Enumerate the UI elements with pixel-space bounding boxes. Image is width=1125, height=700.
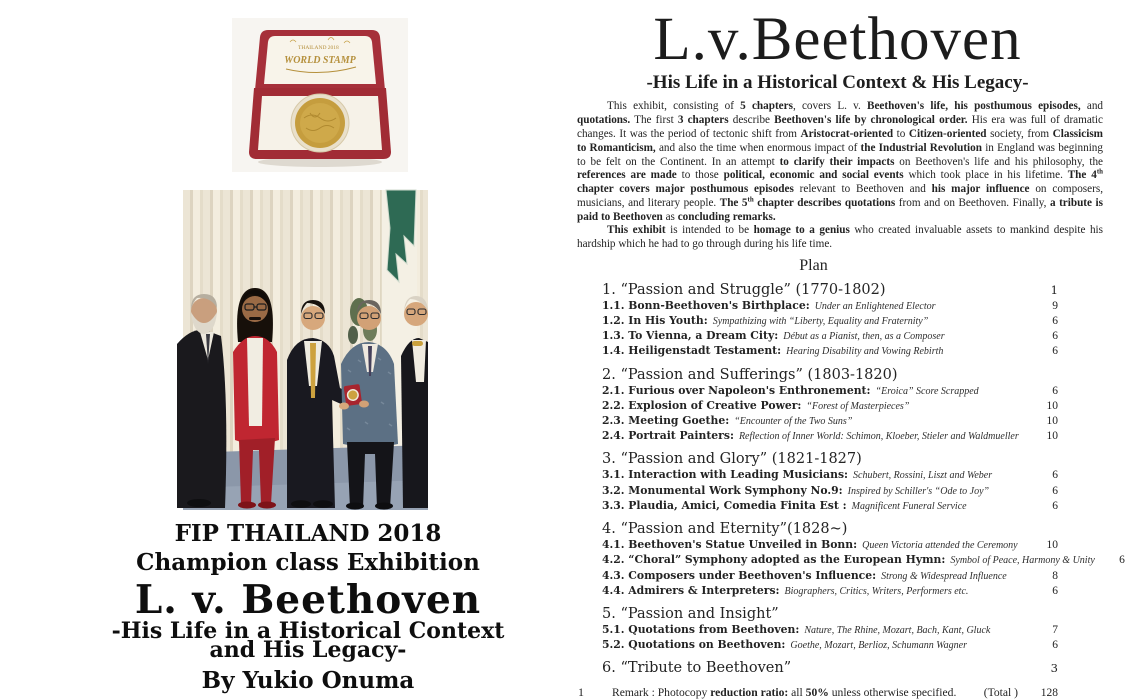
- plan-item-page: 7: [1052, 623, 1058, 636]
- total-label: (Total ): [983, 686, 1018, 700]
- plan-section-title-text: 5. “Passion and Insight”: [602, 605, 779, 622]
- caption-event: FIP THAILAND 2018: [174, 520, 442, 547]
- caption-subtitle-line2: and His Legacy-: [209, 637, 407, 664]
- plan-item-detail: Under an Enlightened Elector: [814, 300, 936, 312]
- plan-item-page: 8: [1052, 569, 1058, 582]
- plan-section-title-text: 3. “Passion and Glory” (1821-1827): [602, 451, 862, 468]
- ceremony-group-photo: [183, 190, 428, 510]
- page-number: 1: [578, 685, 584, 700]
- plan-item-detail: “Eroica” Score Scrapped: [875, 385, 979, 397]
- page-subtitle: -His Life in a Historical Context & His Legacy-: [646, 72, 1029, 94]
- page-title: L.v.Beethoven: [653, 6, 1022, 73]
- plan-item: [602, 468, 1058, 483]
- plan-item-label: 4.1. Beethoven's Statue Unveiled in Bonn:: [602, 538, 858, 552]
- intro-paragraph-1: This exhibit, consisting of 5 chapters, covers L. v. Beethoven's life, his posthumous episodes, and quotations. The first 3 chapters describe Beethoven's life by chronological order. His era was full of dramatic changes. It was the period of tectonic shift from Aristocrat-oriented to Citizen-oriented society, from Classicism to Romanticism, and also the time when enormous impact of the Industrial Revolution in England was beginning to be felt on the Continent. In an attempt to clarify their impacts on Beethoven's life and his philosophy, the references are made to those political, economic and social events which took place in his lifetime. The 4th chapter covers major posthumous episodes relevant to Beethoven and his major influence on composers, musicians, and literary people. The 5th chapter describes quotations from and on Beethoven. Finally, a tribute is paid to Beethoven as concluding remarks.: [577, 100, 1104, 223]
- introduction: [560, 100, 1115, 251]
- plan-item-page: 6: [1052, 345, 1058, 358]
- ceremony-illustration: [183, 190, 428, 510]
- figure-bearded-man: [177, 294, 226, 508]
- plan-item-page: 6: [1119, 554, 1125, 567]
- plan-item-label: 4.4. Admirers & Interpreters:: [602, 583, 780, 597]
- plan-item-page: 10: [1046, 415, 1058, 428]
- plan-section: [602, 282, 1058, 360]
- plan-item: [602, 538, 1058, 553]
- medal-box-lid: [255, 30, 385, 94]
- plan-item-detail: Sympathizing with “Liberty, Equality and Fraternity”: [712, 316, 929, 328]
- plan-item-page: 6: [1052, 499, 1058, 512]
- plan-item-label: 4.2. “Choral” Symphony adopted as the European Hymn:: [602, 553, 946, 567]
- footer-row: [560, 685, 1115, 700]
- document-page: [560, 6, 1125, 700]
- plan-section-title: [602, 451, 1058, 468]
- plan-item-label: 2.4. Portrait Painters:: [602, 429, 734, 443]
- plan-item-label: 4.3. Composers under Beethoven's Influence:: [602, 568, 877, 582]
- plan-list: [602, 281, 1125, 677]
- plan-item-label: 2.2. Explosion of Creative Power:: [602, 398, 802, 412]
- exhibit-caption: [85, 520, 531, 694]
- plan-section-title: [602, 606, 1058, 623]
- plan-section: [602, 367, 1058, 445]
- plan-heading: Plan: [799, 256, 828, 274]
- plan-section-page: 3: [1050, 661, 1058, 676]
- plan-item-detail: Hearing Disability and Vowing Rebirth: [786, 346, 944, 358]
- medal-box-brand-small: THAILAND 2018: [298, 45, 339, 51]
- plan-item: [602, 344, 1058, 359]
- medal-box-photo: [232, 18, 408, 172]
- plan-item-label: 5.2. Quotations on Beethoven:: [602, 638, 786, 652]
- plan-section: [602, 606, 1058, 653]
- plan-item: [602, 299, 1058, 314]
- plan-item-page: 6: [1052, 584, 1058, 597]
- plan-item-page: 9: [1052, 299, 1058, 312]
- plan-item-detail: “Encounter of the Two Suns”: [734, 416, 853, 428]
- plan-item: [602, 414, 1058, 429]
- intro-paragraph-2: This exhibit is intended to be homage to a genius who created invaluable assets to mankind despite his hardship which he had to go through during his life time.: [577, 224, 1104, 251]
- plan-section-title-text: 4. “Passion and Eternity”(1828~): [602, 521, 848, 538]
- plan-item: [602, 314, 1058, 329]
- medal-box-illustration: [232, 18, 408, 172]
- medal-box-brand-main: WORLD STAMP: [284, 55, 356, 66]
- plan-item-detail: Symbol of Peace, Harmony & Unity: [950, 555, 1095, 567]
- medal-box-base: [249, 88, 391, 159]
- plan-item-page: 6: [1052, 330, 1058, 343]
- plan-item: [602, 569, 1058, 584]
- plan-item-detail: Strong & Widespread Influence: [881, 570, 1007, 582]
- plan-item-page: 6: [1052, 484, 1058, 497]
- plan-item-detail: Inspired by Schiller's “Ode to Joy”: [847, 485, 990, 497]
- plan-item: [602, 638, 1058, 653]
- plan-item-detail: Nature, The Rhine, Mozart, Bach, Kant, Gluck: [804, 624, 991, 636]
- plan-item-detail: “Forest of Masterpieces”: [806, 400, 910, 412]
- plan-item-label: 2.3. Meeting Goethe:: [602, 414, 730, 428]
- plan-item: [602, 623, 1058, 638]
- plan-item: [602, 553, 1125, 568]
- plan-item-detail: Queen Victoria attended the Ceremony: [862, 540, 1018, 552]
- plan-item-page: 6: [1052, 639, 1058, 652]
- plan-item-page: 10: [1046, 399, 1058, 412]
- plan-item-page: 6: [1052, 469, 1058, 482]
- plan-section: [602, 521, 1125, 599]
- caption-title: L. v. Beethoven: [134, 576, 482, 623]
- caption-byline: By Yukio Onuma: [201, 666, 415, 694]
- plan-item: [602, 584, 1058, 599]
- total-value: 128: [1040, 687, 1058, 700]
- caption-class: Champion class Exhibition: [136, 548, 480, 576]
- plan-section-page: 1: [1050, 282, 1058, 297]
- plan-item-label: 3.2. Monumental Work Symphony No.9:: [602, 483, 843, 497]
- plan-item-label: 3.1. Interaction with Leading Musicians:: [602, 468, 849, 482]
- plan-item-label: 1.4. Heiligenstadt Testament:: [602, 344, 782, 358]
- plan-item-detail: Reflection of Inner World: Schimon, Kloeber, Stieler and Waldmueller: [738, 431, 1019, 443]
- plan-item-label: 1.1. Bonn-Beethoven's Birthplace:: [602, 298, 810, 312]
- plan-section-title-text: 6. “Tribute to Beethoven”: [602, 660, 792, 677]
- plan-item: [602, 384, 1058, 399]
- plan-section-title: [602, 521, 1058, 538]
- plan-section-title-text: 2. “Passion and Sufferings” (1803-1820): [602, 366, 898, 383]
- plan-item: [602, 429, 1058, 444]
- plan-item-detail: Magnificent Funeral Service: [851, 500, 967, 512]
- gold-medal-icon: [295, 98, 345, 148]
- plan-item-page: 10: [1046, 430, 1058, 443]
- plan-section-title: [602, 367, 1058, 384]
- plan-item-page: 6: [1052, 384, 1058, 397]
- remark-text: Remark : Photocopy reduction ratio: all 50% unless otherwise specified.: [612, 686, 957, 700]
- plan-item-page: 10: [1046, 539, 1058, 552]
- plan-item-detail: Biographers, Critics, Writers, Performers etc.: [784, 585, 969, 597]
- plan-item-detail: Goethe, Mozart, Berlioz, Schumann Wagner: [790, 640, 967, 652]
- plan-section-title: [602, 660, 1058, 677]
- plan-item-detail: Début as a Pianist, then, as a Composer: [783, 331, 945, 343]
- presenter-hand: [339, 403, 349, 410]
- plan-item-detail: Schubert, Rossini, Liszt and Weber: [853, 470, 993, 482]
- plan-section: [602, 451, 1058, 514]
- plan-item: [602, 499, 1058, 514]
- caption-subtitle-line1: -His Life in a Historical Context: [111, 618, 505, 645]
- plan-item-label: 1.3. To Vienna, a Dream City:: [602, 329, 779, 343]
- plan-item: [602, 484, 1058, 499]
- recipient-hand: [359, 401, 369, 408]
- plan-item-page: 6: [1052, 315, 1058, 328]
- plan-section: [602, 660, 1058, 677]
- plan-item-label: 3.3. Plaudia, Amici, Comedia Finita Est :: [602, 498, 847, 512]
- plan-item-label: 2.1. Furious over Napoleon's Enthronement:: [602, 383, 871, 397]
- plan-item-label: 1.2. In His Youth:: [602, 314, 708, 328]
- plan-item: [602, 399, 1058, 414]
- plan-section-title: [602, 282, 1058, 299]
- plan-item: [602, 329, 1058, 344]
- plan-section-title-text: 1. “Passion and Struggle” (1770-1802): [602, 281, 886, 298]
- plan-item-label: 5.1. Quotations from Beethoven:: [602, 622, 800, 636]
